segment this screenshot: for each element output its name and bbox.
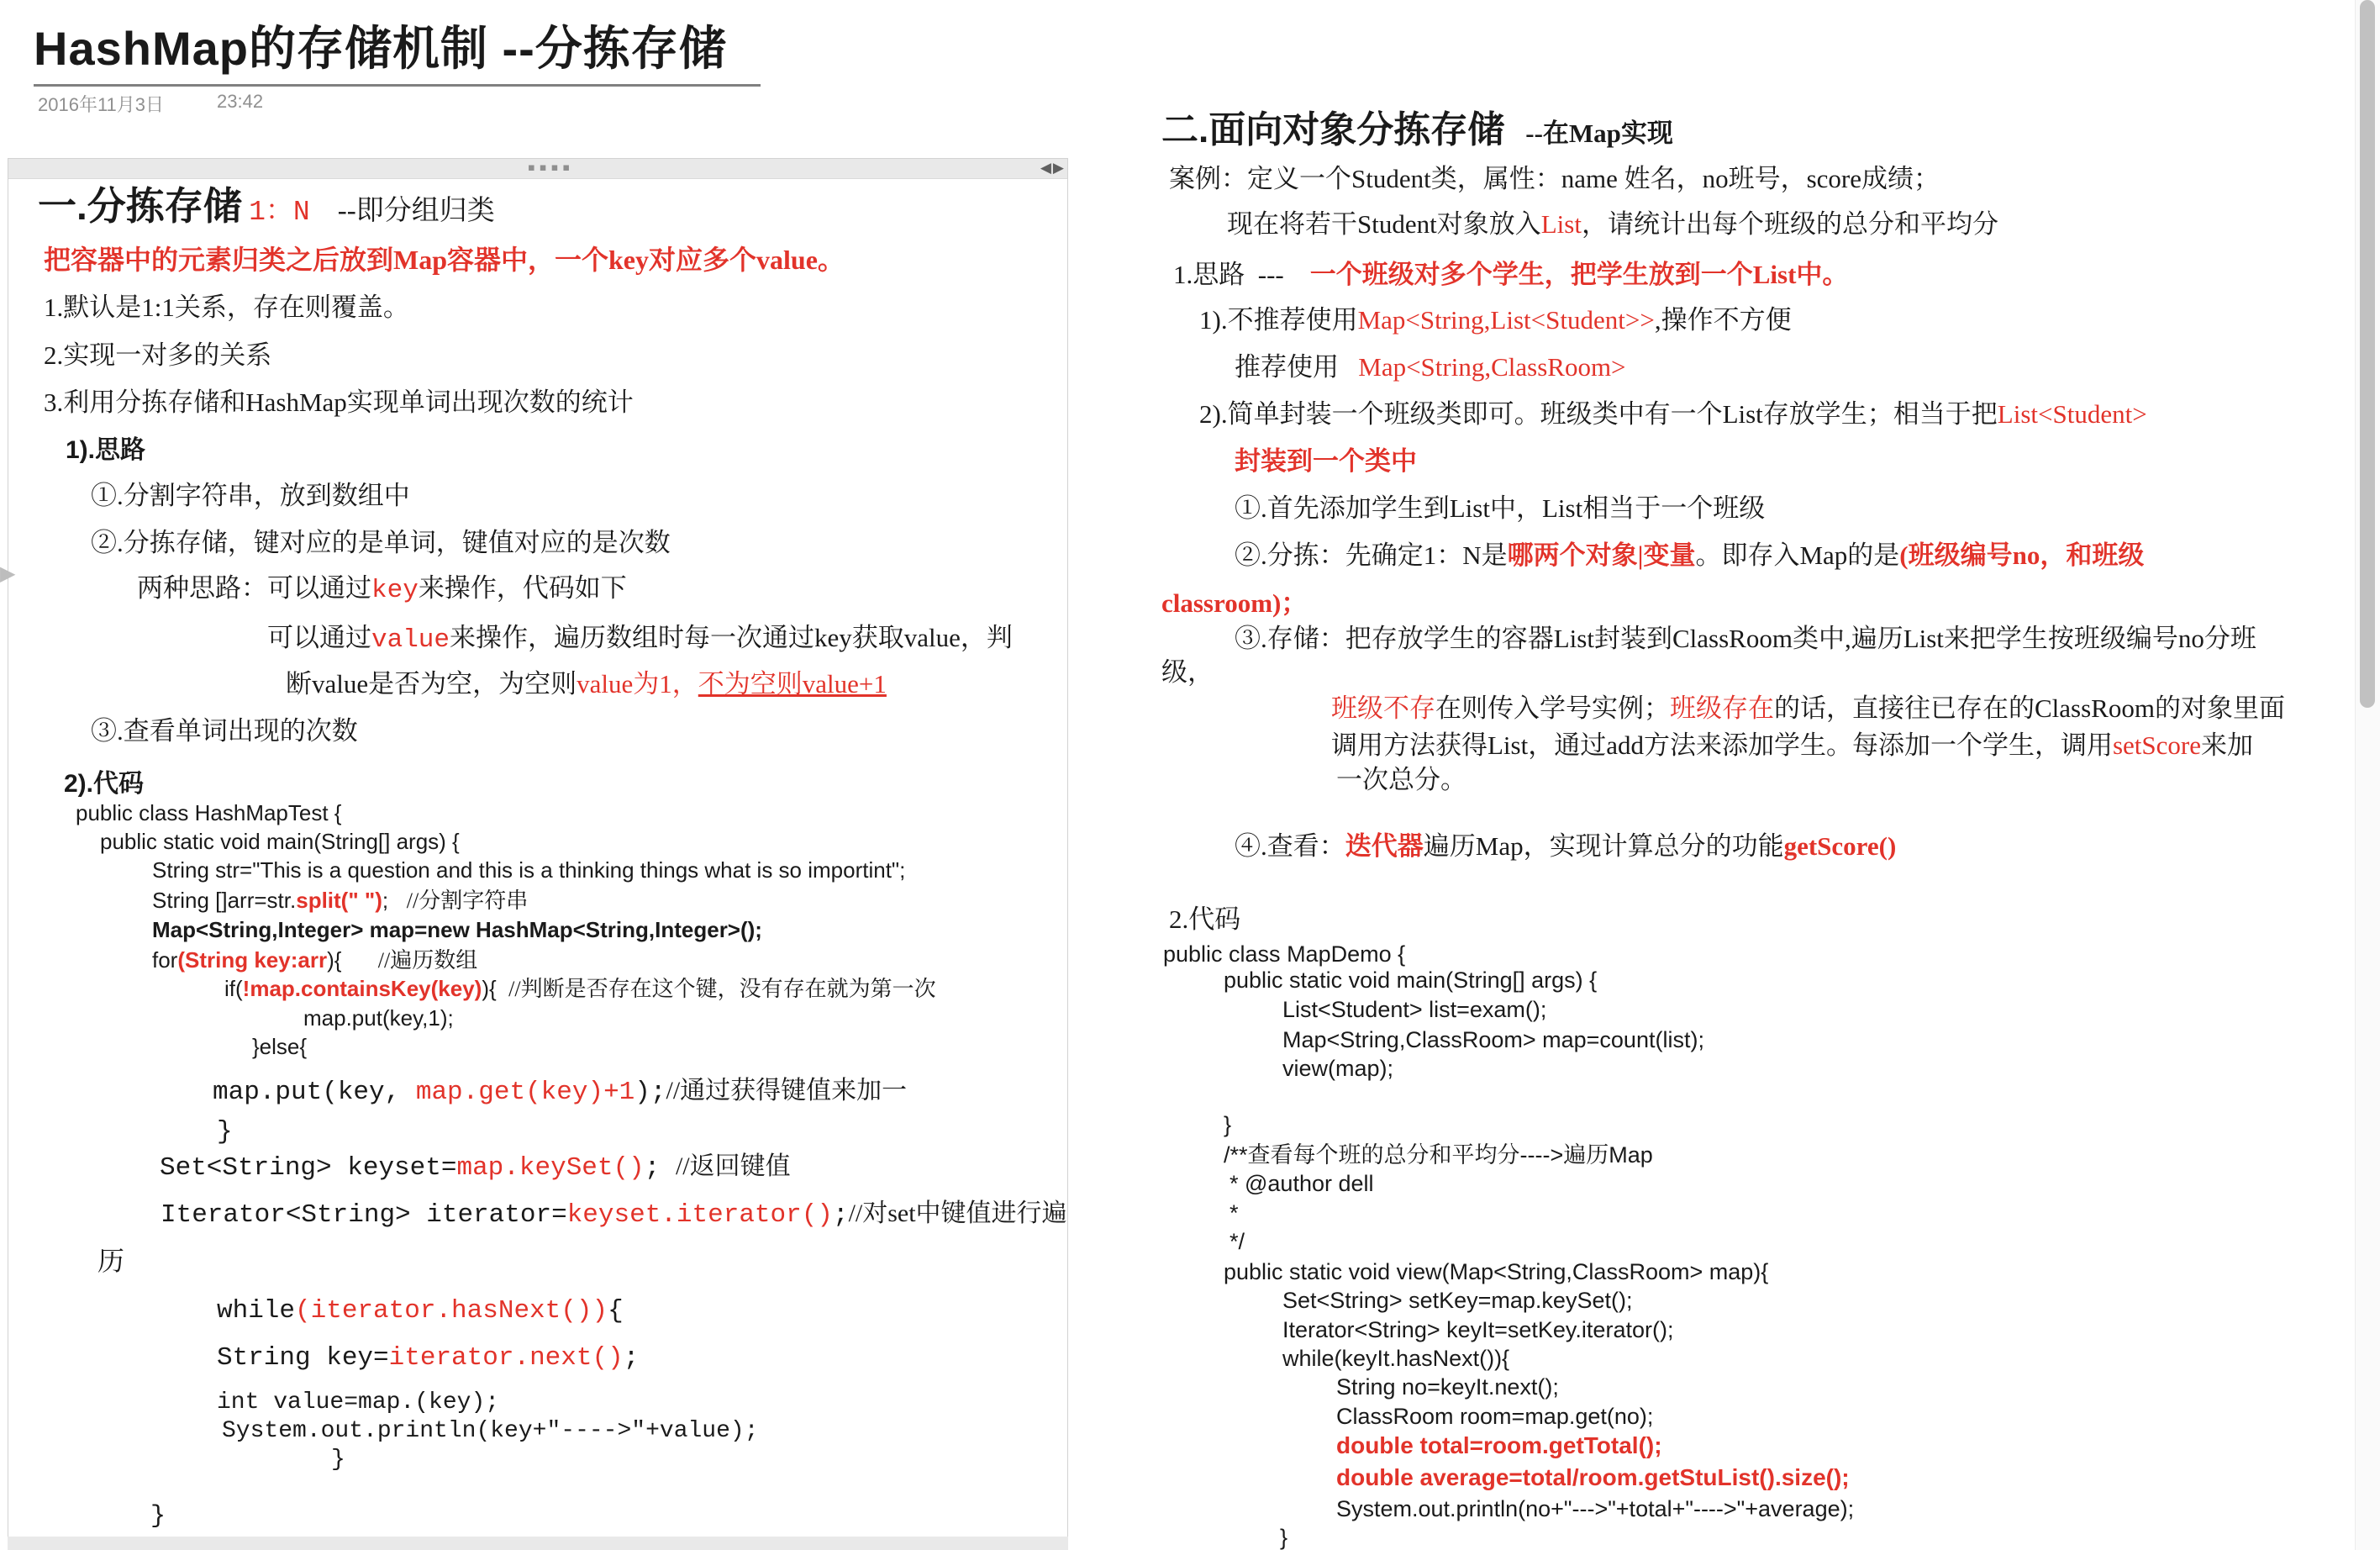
text-segment: 2.实现一对多的关系 (44, 340, 272, 370)
text-segment: setScore (2112, 730, 2202, 760)
text-segment: map.keySet() (456, 1153, 645, 1183)
text-segment: iterator.next() (388, 1343, 624, 1373)
text-line (1336, 1374, 1559, 1400)
text-line (160, 1152, 791, 1184)
text-segment: //返回键值 (675, 1152, 791, 1180)
text-segment: } (1224, 1112, 1232, 1137)
text-line (44, 341, 271, 371)
text-line (38, 185, 495, 229)
text-segment: List<Student> (1997, 399, 2147, 429)
text-segment: keyset.iterator() (566, 1200, 833, 1230)
text-segment: 封装到一个类中 (1235, 446, 1417, 476)
time-stamp: 23:42 (217, 91, 264, 112)
text-segment: { (608, 1296, 624, 1326)
text-segment: 级， (1161, 657, 1214, 687)
text-segment: 案例：定义一个Student类，属性：name 姓名，no班号，score成绩； (1169, 164, 1940, 193)
text-segment: String str="This is a question and this is a thinking things what is so importint"; (152, 857, 906, 883)
text-line (252, 1035, 307, 1059)
text-segment: //判断是否存在这个键，没有存在就为第一次 (508, 977, 936, 1001)
text-segment: --即分组归类 (309, 196, 495, 226)
text-line (1336, 766, 1466, 795)
text-segment: * @author dell (1229, 1171, 1374, 1196)
text-line (1229, 1171, 1374, 1196)
text-segment: 一次总分。 (1336, 765, 1466, 794)
text-segment: 一.分拣存储 (38, 184, 242, 228)
title-underline (34, 84, 761, 87)
text-segment: * (1229, 1200, 1239, 1226)
vertical-scrollbar[interactable] (2355, 0, 2380, 1550)
text-line (1282, 1056, 1393, 1081)
text-segment: view(map); (1282, 1056, 1394, 1081)
text-segment: ③.查看单词出现的次数 (91, 716, 358, 746)
scrollbar-thumb[interactable] (2360, 0, 2375, 708)
text-line (1282, 1027, 1704, 1052)
text-line (1173, 261, 1848, 290)
text-segment: System.out.println(no+"--->"+total+"---->"+average); (1336, 1496, 1855, 1521)
text-segment: 班级存在 (1670, 693, 1774, 723)
text-segment: double total=room.getTotal(); (1336, 1432, 1662, 1458)
text-line (1336, 1404, 1653, 1429)
text-segment: ①.首先添加学生到List中，List相当于一个班级 (1235, 493, 1766, 523)
text-segment: //遍历数组 (377, 948, 478, 973)
text-segment: while (217, 1296, 296, 1326)
text-segment: 可以通过 (267, 623, 371, 652)
text-line (1163, 941, 1405, 967)
text-segment: ){ (482, 976, 509, 1001)
text-segment: List<Student> list=exam(); (1282, 997, 1547, 1022)
text-segment: public static void view(Map<String,ClassRoom> map){ (1224, 1259, 1769, 1284)
text-line (1229, 1229, 1245, 1254)
text-line (1161, 658, 1214, 688)
text-segment: //分割字符串 (406, 888, 529, 913)
text-line (222, 1418, 759, 1444)
text-line (1331, 694, 2285, 724)
text-segment: ClassRoom room=map.get(no); (1336, 1404, 1654, 1429)
text-segment: String no=keyIt.next(); (1336, 1374, 1559, 1400)
text-line (1169, 905, 1240, 935)
text-segment: ,操作不方便 (1654, 305, 1792, 335)
text-segment: 在则传入学号实例； (1435, 693, 1670, 723)
text-segment: } (150, 1502, 166, 1531)
text-segment: (String key:arr (177, 947, 328, 973)
text-line (137, 574, 627, 606)
text-line (224, 977, 936, 1001)
text-segment: 1).不推荐使用 (1199, 305, 1358, 335)
text-line (152, 918, 762, 942)
text-line (152, 858, 905, 883)
text-segment: 来操作，代码如下 (418, 573, 627, 603)
text-segment: String []arr=str. (152, 888, 297, 913)
text-segment: 来加 (2201, 730, 2254, 760)
text-line (1224, 1142, 1653, 1168)
text-segment: 1：N (249, 197, 310, 228)
text-segment: 推荐使用 (1235, 352, 1359, 382)
text-segment: ①.分割字符串，放到数组中 (91, 481, 410, 510)
text-segment: public class MapDemo { (1163, 941, 1406, 967)
text-line (91, 529, 671, 558)
text-segment: ){ (327, 947, 378, 973)
text-segment: (iterator.hasNext()) (295, 1296, 608, 1326)
text-segment: map.put(key,1); (303, 1005, 454, 1031)
text-line (217, 1118, 233, 1147)
text-segment: value为1， (577, 669, 698, 699)
text-segment: String key= (217, 1343, 389, 1373)
text-line (1199, 306, 1792, 335)
text-segment: }else{ (252, 1034, 308, 1059)
text-segment: System.out.println(key+"---->"+value); (222, 1418, 759, 1444)
text-line (267, 624, 1013, 656)
text-segment: 来操作，遍历数组时每一次通过key获取value，判 (450, 623, 1013, 652)
text-line (217, 1297, 624, 1326)
text-segment: if( (224, 976, 243, 1001)
text-segment: Iterator<String> iterator= (161, 1200, 567, 1230)
text-segment: 现在将若干Student对象放入 (1227, 209, 1541, 239)
text-line (1161, 109, 1673, 150)
text-segment: 3.利用分拣存储和HashMap实现单词出现次数的统计 (44, 388, 634, 417)
text-segment: key (371, 576, 419, 605)
text-line (1280, 1525, 1287, 1550)
text-line (1235, 541, 2144, 571)
text-segment: 断value是否为空，为空则 (286, 669, 577, 699)
text-segment: value (371, 625, 450, 655)
text-line (91, 717, 358, 746)
text-segment: while(keyIt.hasNext()){ (1282, 1346, 1510, 1371)
text-line (44, 293, 409, 323)
text-segment: 二.面向对象分拣存储 (1161, 109, 1505, 150)
text-segment (1504, 120, 1525, 148)
text-line (1336, 1464, 1850, 1490)
text-segment: int value=map.(key); (217, 1389, 500, 1416)
text-segment: List (1540, 209, 1582, 239)
text-line (1331, 731, 2253, 761)
text-segment: } (217, 1117, 233, 1147)
text-segment: 1.默认是1:1关系，存在则覆盖。 (44, 293, 409, 322)
pane-collapse-arrow-icon[interactable]: ▶ (0, 561, 16, 585)
text-segment: 1.思路 --- (1173, 260, 1310, 289)
text-segment: ; (644, 1153, 676, 1183)
text-segment: !map.containsKey(key) (242, 976, 482, 1001)
frame-resize-arrows (1039, 160, 1064, 177)
text-segment: ④.查看： (1235, 831, 1345, 861)
text-segment: 1).思路 (66, 436, 146, 464)
text-line (1199, 400, 2147, 430)
text-line (1282, 1288, 1632, 1313)
text-segment: ③.存储：把存放学生的容器List封装到ClassRoom类中,遍历List来把学生按班级编号no分班 (1235, 624, 2256, 653)
text-segment: 哪两个对象|变量 (1507, 540, 1696, 570)
text-line (152, 948, 477, 973)
text-segment: getScore() (1783, 831, 1897, 861)
text-segment: public static void main(String[] args) { (100, 829, 460, 854)
text-line (1161, 589, 1307, 619)
text-segment: map.get(key)+1 (415, 1078, 635, 1107)
text-segment: 班级不存 (1331, 693, 1435, 723)
text-line (1282, 1346, 1509, 1371)
text-segment: ; (832, 1200, 849, 1230)
text-segment: 调用方法获得List，通过add方法来添加学生。每添加一个学生，调用 (1331, 730, 2113, 760)
text-segment: ; (623, 1343, 640, 1373)
text-segment: Set<String> setKey=map.keySet(); (1282, 1288, 1633, 1313)
text-segment: 2).简单封装一个班级类即可。班级类中有一个List存放学生；相当于把 (1199, 399, 1998, 429)
text-line (1235, 353, 1626, 382)
text-line (1336, 1432, 1662, 1458)
text-segment: 2.代码 (1169, 904, 1241, 934)
text-segment: --在Map实现 (1525, 119, 1673, 148)
text-segment: Map<String,List<Student>> (1357, 305, 1655, 335)
text-segment: double average=total/room.getStuList().size(); (1336, 1464, 1850, 1490)
text-segment: for (152, 947, 178, 973)
text-line (217, 1389, 499, 1416)
text-line (150, 1503, 166, 1532)
text-segment: */ (1229, 1229, 1245, 1254)
text-line (1235, 447, 1417, 477)
date-stamp: 2016年11月3日 (38, 94, 165, 115)
text-segment: 。即存入Map的是 (1695, 540, 1900, 570)
text-segment: ②.分拣存储，键对应的是单词，键值对应的是次数 (91, 528, 671, 557)
text-segment: 的话，直接往已存在的ClassRoom的对象里面 (1774, 693, 2285, 723)
text-segment: 2).代码 (64, 770, 145, 798)
text-line (44, 245, 845, 276)
text-segment: Map<String,ClassRoom> map=count(list); (1282, 1027, 1704, 1052)
text-segment: ②.分拣：先确定1：N是 (1235, 540, 1508, 570)
text-line (1224, 1259, 1768, 1284)
text-segment: } (1280, 1525, 1288, 1550)
text-segment: Set<String> keyset= (160, 1153, 457, 1183)
text-line (303, 1006, 454, 1031)
text-segment: /**查看每个班的总分和平均分---->遍历Map (1224, 1142, 1653, 1168)
text-line (1282, 997, 1546, 1022)
text-line (97, 1247, 124, 1277)
text-line (64, 770, 144, 799)
text-segment: 历 (97, 1246, 125, 1276)
scroll-right-icon[interactable]: ▶ (1052, 160, 1064, 177)
text-line (1224, 967, 1597, 993)
text-segment: classroom)； (1161, 588, 1308, 618)
frame-header-bar[interactable] (8, 159, 1067, 179)
text-line (152, 888, 528, 913)
text-segment: Map<String,Integer> map=new HashMap<String,Integer>(); (152, 917, 762, 942)
text-line (217, 1344, 639, 1373)
text-line (91, 482, 410, 511)
text-segment: ; (382, 888, 407, 913)
text-segment: ); (634, 1078, 666, 1107)
text-line (66, 436, 145, 465)
text-line (1227, 210, 1998, 240)
frame-bottom-edge (8, 1537, 1068, 1550)
text-line (100, 830, 460, 854)
text-segment: public class HashMapTest { (76, 800, 342, 825)
text-segment: //通过获得键值来加一 (666, 1077, 908, 1105)
text-segment: 遍历Map，实现计算总分的功能 (1423, 831, 1784, 861)
text-line (1224, 1112, 1231, 1137)
text-line (1229, 1200, 1239, 1226)
text-line (286, 670, 887, 699)
page-title: HashMap的存储机制 --分拣存储 (34, 22, 727, 75)
text-line (1169, 165, 1940, 194)
text-segment: (班级编号no，和班级 (1899, 540, 2145, 570)
text-segment: 把容器中的元素归类之后放到Map容器中，一个key对应多个value。 (44, 245, 845, 275)
text-line (1336, 1496, 1854, 1521)
text-line (1235, 625, 2256, 654)
scroll-left-icon[interactable]: ◀ (1040, 160, 1051, 177)
text-segment: ，请统计出每个班级的总分和平均分 (1581, 209, 1998, 239)
text-line (76, 801, 341, 825)
text-segment: public static void main(String[] args) { (1224, 967, 1598, 993)
text-segment: 两种思路：可以通过 (137, 573, 371, 603)
text-line (161, 1199, 1067, 1231)
text-line (213, 1077, 907, 1108)
text-segment: 不为空则value+1 (698, 669, 887, 699)
text-segment (242, 198, 249, 225)
text-line (44, 388, 634, 418)
text-line (331, 1447, 345, 1473)
text-line (1282, 1317, 1673, 1342)
text-segment: 一个班级对多个学生，把学生放到一个List中。 (1309, 260, 1849, 289)
text-segment: Iterator<String> keyIt=setKey.iterator(); (1282, 1317, 1674, 1342)
text-segment: //对set中键值进行遍 (848, 1199, 1067, 1227)
text-segment: map.put(key, (213, 1078, 416, 1107)
text-segment: 迭代器 (1345, 831, 1424, 861)
drag-handle-icon[interactable]: ▪▪▪▪ (528, 161, 575, 174)
text-segment: split(" ") (296, 888, 382, 913)
text-segment: Map<String,ClassRoom> (1358, 352, 1626, 382)
text-segment: } (331, 1447, 345, 1473)
text-line (1235, 832, 1896, 862)
text-line (1235, 494, 1765, 524)
